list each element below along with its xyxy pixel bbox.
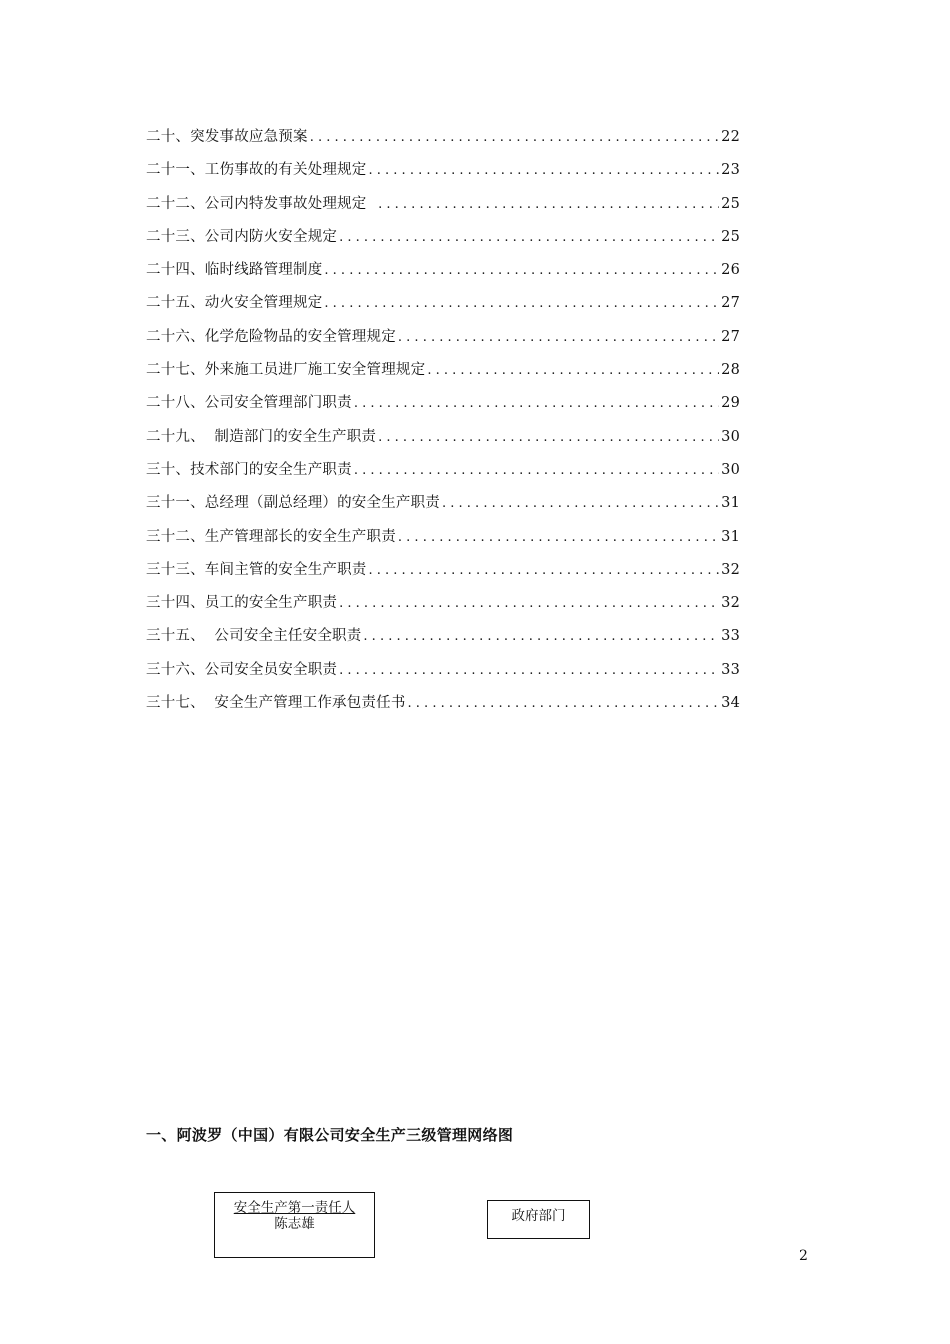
toc-entry-title: 三十三、车间主管的安全生产职责 (146, 561, 367, 578)
toc-entry-page: 26 (721, 262, 740, 279)
section-heading: 一、阿波罗（中国）有限公司安全生产三级管理网络图 (146, 1126, 514, 1144)
toc-entry-title: 三十七、 安全生产管理工作承包责任书 (146, 695, 406, 712)
toc-leader-dots (427, 363, 719, 378)
toc-entry-title: 二十一、工伤事故的有关处理规定 (146, 162, 367, 179)
toc-entry[interactable] (146, 458, 740, 491)
toc-entry[interactable] (146, 158, 740, 191)
toc-entry-page: 31 (721, 528, 740, 545)
toc-entry-title: 二十二、公司内特发事故处理规定 (146, 195, 377, 212)
toc-entry-title: 二十九、 制造部门的安全生产职责 (146, 428, 377, 445)
toc-entry-page: 32 (721, 595, 740, 612)
toc-entry-title: 二十六、化学危险物品的安全管理规定 (146, 328, 396, 345)
toc-entry-title: 二十四、临时线路管理制度 (146, 262, 323, 279)
toc-leader-dots (363, 629, 719, 644)
toc-leader-dots (442, 496, 719, 511)
toc-entry-title: 二十三、公司内防火安全规定 (146, 228, 338, 245)
toc-leader-dots (310, 130, 719, 145)
table-of-contents (146, 125, 740, 724)
government-label: 政府部门 (511, 1208, 566, 1224)
toc-entry[interactable] (146, 358, 740, 391)
government-box (487, 1200, 590, 1239)
toc-entry-page: 33 (721, 628, 740, 645)
toc-entry[interactable] (146, 391, 740, 424)
toc-leader-dots (324, 296, 719, 311)
toc-entry-page: 23 (721, 162, 740, 179)
page-number: 2 (799, 1248, 808, 1264)
toc-leader-dots (354, 396, 719, 411)
lead-person-name: 陈志雄 (274, 1216, 315, 1232)
toc-entry[interactable] (146, 691, 740, 724)
toc-entry[interactable] (146, 525, 740, 558)
toc-entry-page: 27 (721, 295, 740, 312)
toc-entry-page: 25 (721, 195, 740, 212)
toc-entry[interactable] (146, 325, 740, 358)
toc-leader-dots (378, 430, 719, 445)
toc-entry-page: 31 (721, 495, 740, 512)
toc-entry-page: 27 (721, 328, 740, 345)
toc-entry-title: 二十、突发事故应急预案 (146, 129, 308, 145)
toc-entry[interactable] (146, 558, 740, 591)
toc-leader-dots (398, 530, 719, 545)
toc-leader-dots (408, 696, 720, 711)
toc-entry[interactable] (146, 491, 740, 524)
toc-leader-dots (378, 197, 719, 212)
toc-entry-title: 三十五、 公司安全主任安全职责 (146, 628, 362, 645)
toc-entry[interactable] (146, 258, 740, 291)
toc-entry-title: 三十二、生产管理部长的安全生产职责 (146, 528, 396, 545)
lead-role-label: 安全生产第一责任人 (233, 1200, 356, 1216)
toc-entry-page: 33 (721, 661, 740, 678)
toc-leader-dots (324, 263, 719, 278)
toc-entry[interactable] (146, 291, 740, 324)
toc-entry[interactable] (146, 624, 740, 657)
toc-entry-title: 三十、技术部门的安全生产职责 (146, 461, 352, 478)
toc-entry[interactable] (146, 125, 740, 158)
toc-entry-page: 28 (721, 362, 740, 379)
toc-entry[interactable] (146, 591, 740, 624)
toc-leader-dots (339, 230, 719, 245)
toc-entry[interactable] (146, 658, 740, 691)
toc-leader-dots (339, 663, 719, 678)
toc-leader-dots (339, 596, 719, 611)
toc-entry-page: 34 (721, 695, 740, 712)
toc-leader-dots (398, 330, 719, 345)
toc-entry-title: 二十七、外来施工员进厂施工安全管理规定 (146, 362, 426, 379)
toc-entry[interactable] (146, 225, 740, 258)
toc-entry[interactable] (146, 425, 740, 458)
toc-entry-title: 三十一、总经理（副总经理）的安全生产职责 (146, 495, 440, 512)
toc-leader-dots (354, 463, 719, 478)
toc-entry-page: 32 (721, 561, 740, 578)
toc-leader-dots (369, 563, 720, 578)
toc-leader-dots (369, 163, 720, 178)
toc-entry[interactable] (146, 192, 740, 225)
toc-entry-page: 30 (721, 461, 740, 478)
toc-entry-page: 29 (721, 395, 740, 412)
toc-entry-title: 三十四、员工的安全生产职责 (146, 595, 338, 612)
lead-responsible-box (214, 1192, 375, 1258)
toc-entry-title: 二十五、动火安全管理规定 (146, 295, 323, 312)
toc-entry-page: 22 (721, 129, 740, 145)
toc-entry-title: 三十六、公司安全员安全职责 (146, 661, 338, 678)
toc-entry-page: 25 (721, 228, 740, 245)
toc-entry-title: 二十八、公司安全管理部门职责 (146, 395, 352, 412)
toc-entry-page: 30 (721, 428, 740, 445)
